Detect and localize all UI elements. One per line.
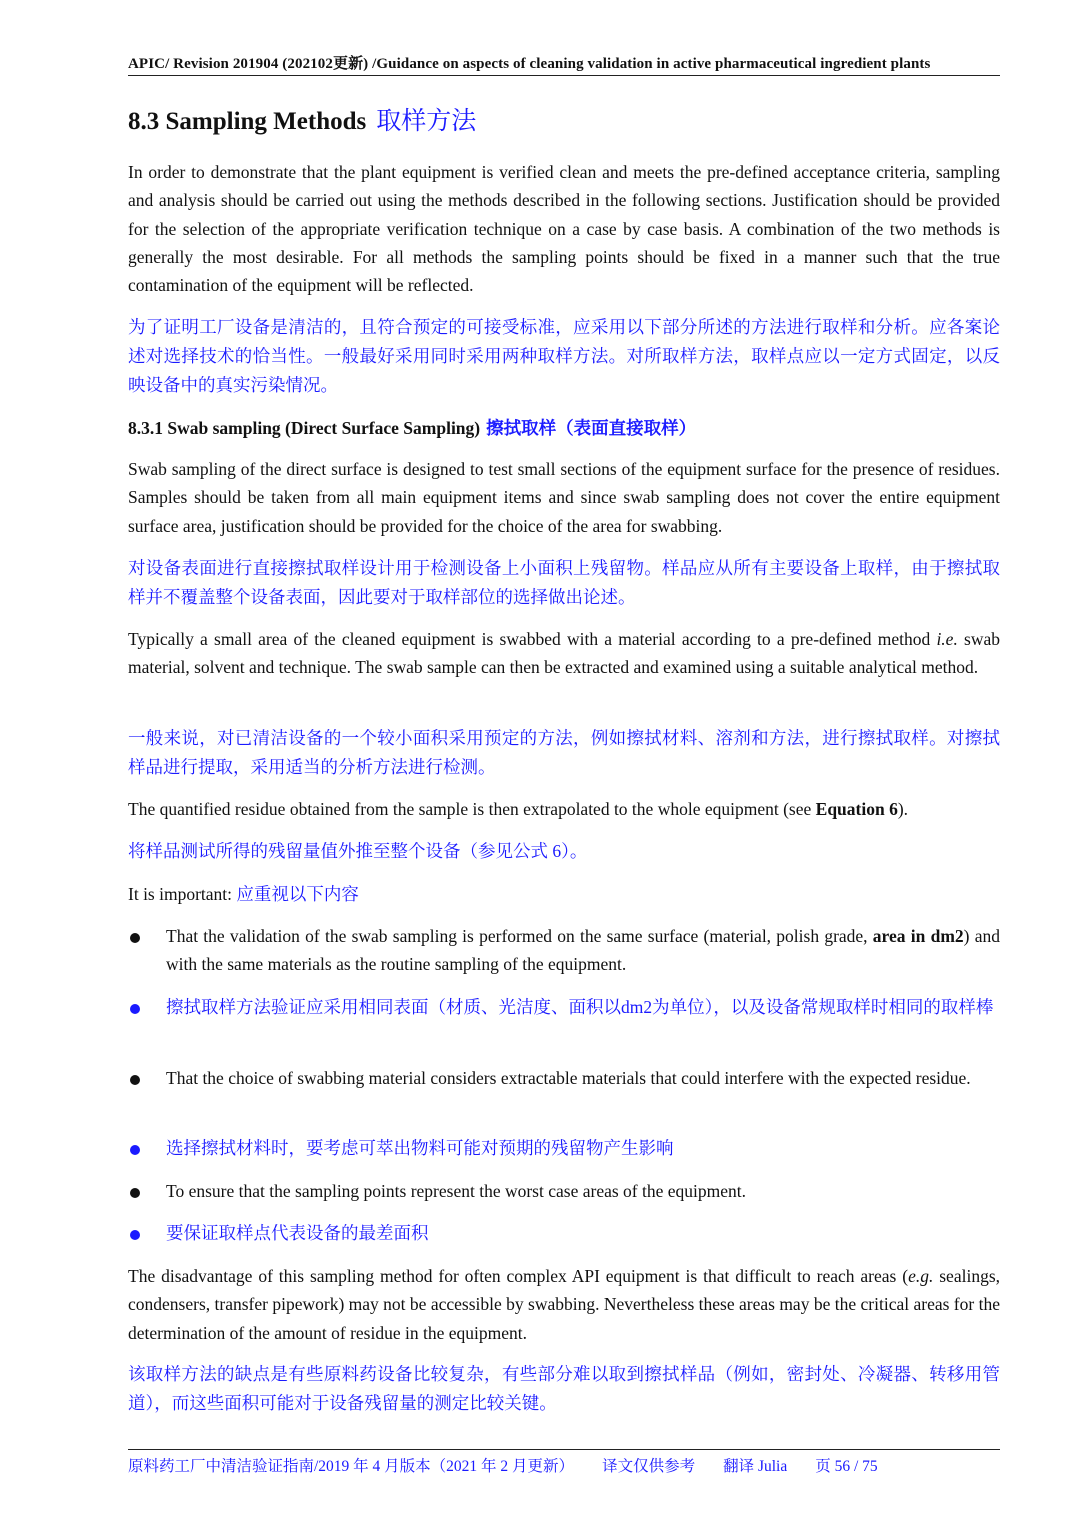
intro-paragraph-en: In order to demonstrate that the plant equipment is verified clean and meets the pre-defined acceptance criteria, sampling and analysis should be carried out using the methods described in the following sections. Justification should be provided for the selection of the appropriate verification technique on a case by case basis. A combination of the two methods is generally the most desirable. For all methods the sampling points should be fixed in a manner such that the true contamination of the equipment will be reflected. <box>128 162 1000 296</box>
method-text-a: Typically a small area of the cleaned equipment is swabbed with a material according to a pre-defined method <box>128 629 937 649</box>
disadvantage-text-eg: e.g. <box>908 1266 934 1286</box>
important-en: It is important: <box>128 884 233 904</box>
method-paragraph-zh: 一般来说，对已清洁设备的一个较小面积采用预定的方法，例如擦拭材料、溶剂和方法，进行擦拭取样。对擦拭样品进行提取，采用适当的分析方法进行检测。 <box>128 728 1000 777</box>
subsection-heading-en: 8.3.1 Swab sampling (Direct Surface Sampling) <box>128 418 481 438</box>
footer-divider <box>128 1449 1000 1450</box>
important-zh: 应重视以下内容 <box>236 884 359 904</box>
bullet-item-en: That the choice of swabbing material considers extractable materials that could interfere with the expected residue. <box>128 1064 1000 1092</box>
bullet-dot-icon <box>130 1145 140 1155</box>
bullet-dot-icon <box>130 1004 140 1014</box>
section-heading-zh: 取样方法 <box>376 108 477 135</box>
disadvantage-paragraph-en <box>128 1262 1000 1347</box>
extrapolation-paragraph-en <box>128 795 1000 823</box>
method-text-b: swab material, solvent and technique. The swab sample can then be extracted and examined using a suitable analytical method. <box>128 629 1001 678</box>
bullet-item-zh: 要保证取样点代表设备的最差面积 <box>128 1219 1000 1247</box>
running-footer <box>128 1454 1000 1476</box>
subsection-heading-zh: 擦拭取样（表面直接取样） <box>486 418 697 438</box>
equation-reference: Equation 6 <box>815 799 898 819</box>
footer-page-number: 页 56 / 75 <box>815 1458 878 1475</box>
extrapolation-text-a: The quantified residue obtained from the sample is then extrapolated to the whole equipment (see <box>128 799 816 819</box>
bullet-dot-icon <box>130 1230 140 1240</box>
section-heading-en: 8.3 Sampling Methods <box>128 108 367 135</box>
bullet-item-en: That the validation of the swab sampling is performed on the same surface (material, polish grade, area in dm2) and with the same materials as the routine sampling of the equipment. <box>128 922 1000 979</box>
subsection-heading <box>128 415 696 440</box>
footer-translator: 翻译 Julia <box>723 1458 788 1475</box>
bullet-dot-icon <box>130 933 140 943</box>
important-line <box>128 880 1000 908</box>
disadvantage-text-a: The disadvantage of this sampling method for often complex API equipment is that difficult to reach areas ( <box>128 1266 909 1286</box>
bullet-item-zh: 选择擦拭材料时，要考虑可萃出物料可能对预期的残留物产生影响 <box>128 1134 1000 1162</box>
method-text-ie: i.e. <box>936 629 958 649</box>
section-heading <box>128 101 476 137</box>
bullet-dot-icon <box>130 1188 140 1198</box>
area-unit-emphasis: area in dm2 <box>872 926 964 946</box>
intro-paragraph-zh: 为了证明工厂设备是清洁的，且符合预定的可接受标准，应采用以下部分所述的方法进行取样和分析。应各案论述对选择技术的恰当性。一般最好采用同时采用两种取样方法。对所取样方法，取样点应以一定方式固定，以反映设备中的真实污染情况。 <box>128 317 1000 395</box>
extrapolation-text-b: ). <box>897 799 909 819</box>
footer-note: 译文仅供参考 <box>602 1458 696 1475</box>
header-divider <box>128 75 1000 76</box>
running-header: APIC/ Revision 201904 (202102更新) /Guidance on aspects of cleaning validation in active pharmaceutical ingredient plants <box>128 56 931 72</box>
disadvantage-text-b: sealings, condensers, transfer pipework) may not be accessible by swabbing. Nevertheless these areas may be the critical areas for the determination of the amount of residue in the equipment. <box>128 1266 1000 1343</box>
swab-paragraph-en: Swab sampling of the direct surface is designed to test small sections of the equipment surface for the presence of residues. Samples should be taken from all main equipment items and since swab sampling does not cover the entire equipment surface area, justification should be provided for the choice of the area for swabbing. <box>128 459 1000 536</box>
extrapolation-paragraph-zh: 将样品测试所得的残留量值外推至整个设备（参见公式 6）。 <box>128 841 588 861</box>
bullet-item-en: To ensure that the sampling points represent the worst case areas of the equipment. <box>128 1177 1000 1205</box>
swab-paragraph-zh: 对设备表面进行直接擦拭取样设计用于检测设备上小面积上残留物。样品应从所有主要设备上取样，由于擦拭取样并不覆盖整个设备表面，因此要对于取样部位的选择做出论述。 <box>128 558 1000 607</box>
bullet-item-zh: 擦拭取样方法验证应采用相同表面（材质、光洁度、面积以dm2为单位），以及设备常规取样时相同的取样棒 <box>128 993 1000 1021</box>
method-paragraph-en <box>128 625 1000 682</box>
disadvantage-paragraph-zh: 该取样方法的缺点是有些原料药设备比较复杂，有些部分难以取到擦拭样品（例如，密封处、冷凝器、转移用管道），而这些面积可能对于设备残留量的测定比较关键。 <box>128 1364 1000 1413</box>
footer-document-title: 原料药工厂中清洁验证指南/2019 年 4 月版本（2021 年 2 月更新） <box>128 1458 575 1475</box>
bullet-dot-icon <box>130 1075 140 1085</box>
